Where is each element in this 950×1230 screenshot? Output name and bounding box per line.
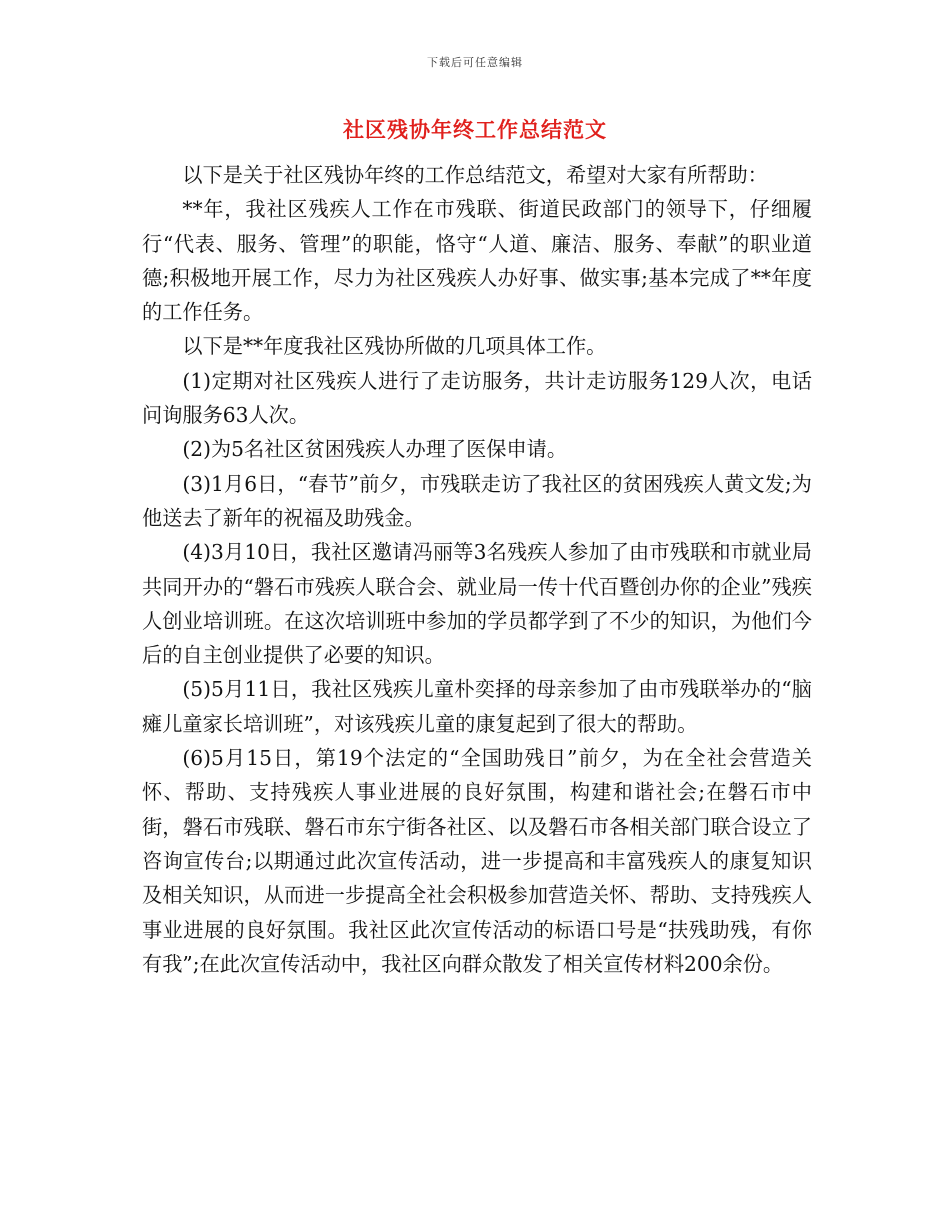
paragraph-summary: **年，我社区残疾人工作在市残联、街道民政部门的领导下，仔细履行“代表、服务、管理”的职能，恪守“人道、廉洁、服务、奉献”的职业道德;积极地开展工作，尽力为社区残疾人办好事、做实事;基本完成了**年度的工作任务。 — [142, 197, 812, 325]
paragraph-intro: 以下是关于社区残协年终的工作总结范文，希望对大家有所帮助： — [182, 163, 768, 187]
paragraph-item-1: (1)定期对社区残疾人进行了走访服务，共计走访服务129人次，电话问询服务63人次。 — [142, 368, 812, 428]
paragraph-item-6: (6)5月15日，第19个法定的“全国助残日”前夕，为在全社会营造关怀、帮助、支持残疾人事业进展的良好氛围，构建和谐社会;在磐石市中街，磐石市残联、磐石市东宁街各社区、以及磐石市各相关部门联合设立了咨询宣传台;以期通过此次宣传活动，进一步提高和丰富残疾人的康复知识及相关知识，从而进一步提高全社会积极参加营造关怀、帮助、支持残疾人事业进展的良好氛围。我社区此次宣传活动的标语口号是“扶残助残，有你有我”;在此次宣传活动中，我社区向群众散发了相关宣传材料200余份。 — [142, 746, 812, 976]
paragraph-item-5: (5)5月11日，我社区残疾儿童朴奕择的母亲参加了由市残联举办的“脑瘫儿童家长培训班”，对该残疾儿童的康复起到了很大的帮助。 — [142, 677, 812, 736]
paragraph-item-3: (3)1月6日，“春节”前夕，市残联走访了我社区的贫困残疾人黄文发;为他送去了新年的祝福及助残金。 — [142, 471, 812, 530]
document-title: 社区残协年终工作总结范文 — [343, 117, 607, 142]
paragraph-work-list-intro: 以下是**年度我社区残协所做的几项具体工作。 — [182, 334, 607, 359]
document-body — [142, 158, 812, 981]
header-note: 下载后可任意编辑 — [427, 56, 523, 69]
paragraph-item-2: (2)为5名社区贫困残疾人办理了医保申请。 — [182, 437, 568, 462]
paragraph-item-4: (4)3月10日，我社区邀请冯丽等3名残疾人参加了由市残联和市就业局共同开办的“磐石市残疾人联合会、就业局一传十代百暨创办你的企业”残疾人创业培训班。在这次培训班中参加的学员都学到了不少的知识，为他们今后的自主创业提供了必要的知识。 — [142, 540, 812, 668]
